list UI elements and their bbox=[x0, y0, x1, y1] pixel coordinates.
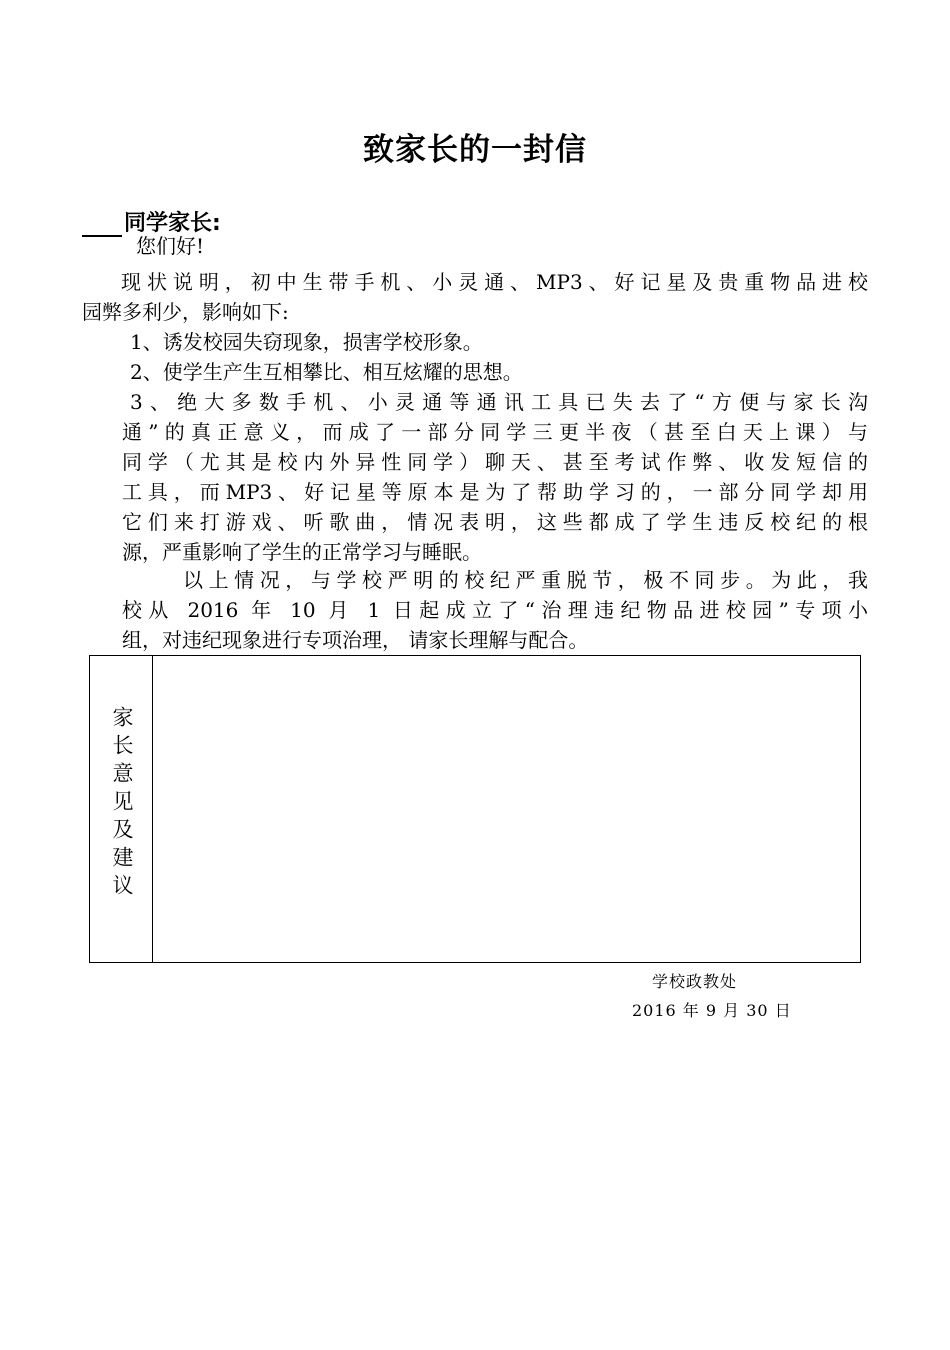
salutation-text: 同学家长: bbox=[124, 211, 221, 236]
opinion-label: 家长意见及建议 bbox=[110, 706, 134, 902]
paragraph-line: 以上情况，与学校严明的校纪严重脱节，极不同步。为此，我 bbox=[183, 568, 868, 592]
paragraph-line: 通”的真正意义，而成了一部分同学三更半夜（甚至白天上课）与 bbox=[122, 420, 868, 444]
opinion-input-area[interactable] bbox=[153, 656, 860, 962]
paragraph-line: 同学（尤其是校内外异性同学）聊天、甚至考试作弊、收发短信的 bbox=[122, 450, 868, 474]
opinion-label-cell bbox=[90, 656, 153, 962]
parent-opinion-table bbox=[89, 655, 861, 963]
paragraph-line: 现状说明，初中生带手机、小灵通、MP3、好记星及贵重物品进校 bbox=[121, 270, 868, 294]
list-item: 1、诱发校园失窃现象，损害学校形象。 bbox=[130, 330, 483, 354]
signature-date: 2016 年 9 月 30 日 bbox=[632, 1001, 792, 1020]
signature-office: 学校政教处 bbox=[652, 972, 738, 991]
letter-title: 致家长的一封信 bbox=[363, 132, 587, 168]
greeting: 您们好! bbox=[136, 234, 205, 258]
student-name-blank[interactable] bbox=[82, 213, 122, 237]
paragraph-line: 校从 2016 年 10 月 1 日起成立了“治理违纪物品进校园”专项小 bbox=[122, 598, 868, 622]
paragraph-line: 园弊多利少，影响如下: bbox=[82, 300, 289, 324]
paragraph-line: 3、绝大多数手机、小灵通等通讯工具已失去了“方便与家长沟 bbox=[130, 390, 868, 414]
paragraph-line: 它们来打游戏、听歌曲，情况表明，这些都成了学生违反校纪的根 bbox=[122, 510, 868, 534]
paragraph-line: 组，对违纪现象进行专项治理， 请家长理解与配合。 bbox=[122, 628, 589, 652]
list-item: 2、使学生产生互相攀比、相互炫耀的思想。 bbox=[130, 360, 523, 384]
paragraph-line: 工具，而MP3、好记星等原本是为了帮助学习的，一部分同学却用 bbox=[122, 480, 868, 504]
paragraph-line: 源，严重影响了学生的正常学习与睡眠。 bbox=[122, 540, 482, 564]
